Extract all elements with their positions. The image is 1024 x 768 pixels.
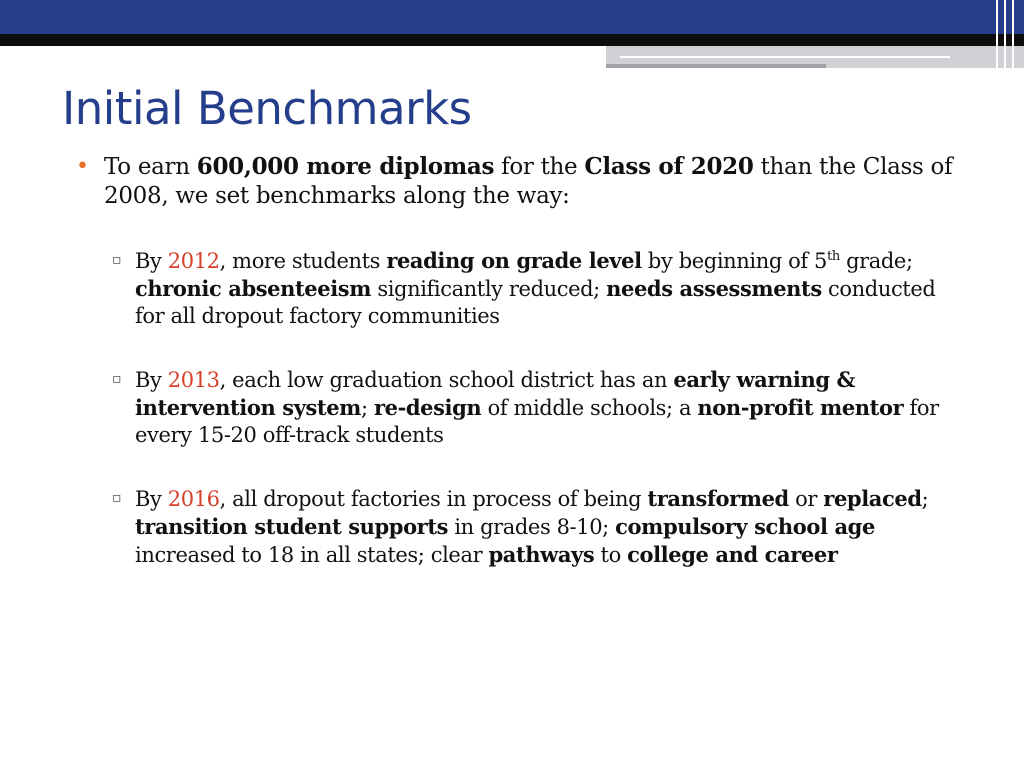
- text: in grades 8-10;: [448, 515, 616, 539]
- emphasis: transition student supports: [135, 514, 449, 539]
- emphasis: non-profit mentor: [697, 395, 904, 420]
- sub-bullet-2012: [76, 247, 950, 330]
- text: , all dropout factories in process of being: [219, 487, 648, 511]
- top-band: [0, 0, 1024, 34]
- emphasis: Class of 2020: [584, 153, 754, 180]
- text: increased to 18 in all states; clear: [135, 543, 489, 567]
- header-decoration-line: [620, 56, 950, 58]
- main-bullet: [76, 152, 976, 211]
- sub-bullet-icon: ▫: [112, 252, 122, 268]
- text: , each low graduation school district has an: [219, 368, 674, 392]
- text: of middle schools; a: [481, 396, 698, 420]
- text: By: [135, 368, 168, 392]
- header-stripes: [992, 0, 1024, 70]
- emphasis: college and career: [627, 542, 838, 567]
- header-decoration-line: [606, 64, 826, 68]
- sub-bullet-2013: [76, 366, 950, 449]
- slide-content: [76, 152, 976, 605]
- text: ;: [921, 487, 929, 511]
- emphasis: replaced: [823, 486, 922, 511]
- superscript: th: [827, 249, 840, 264]
- sub-bullet-2016: [76, 485, 950, 569]
- emphasis: re-design: [373, 395, 482, 420]
- text: by beginning of 5: [641, 249, 828, 273]
- text: than the Class of 2008, we set benchmarks along the way:: [104, 154, 953, 209]
- emphasis: reading on grade level: [386, 248, 642, 273]
- text: significantly reduced;: [371, 277, 607, 301]
- emphasis: 600,000 more diplomas: [196, 153, 495, 180]
- text: To earn: [104, 154, 197, 180]
- year-label: 2012: [167, 249, 220, 273]
- emphasis: needs assessments: [606, 276, 822, 301]
- text: , more students: [219, 249, 387, 273]
- year-label: 2013: [167, 368, 220, 392]
- text: ;: [361, 396, 374, 420]
- text: conducted for all dropout factory communities: [135, 277, 936, 328]
- text: for every 15-20 off-track students: [135, 396, 939, 447]
- text: or: [788, 487, 824, 511]
- sub-bullet-icon: ▫: [112, 371, 122, 387]
- emphasis: compulsory school age: [615, 514, 875, 539]
- sub-bullet-list: [76, 247, 976, 569]
- text: to: [594, 543, 628, 567]
- text: By: [135, 487, 168, 511]
- header-black-bar: [0, 34, 1024, 46]
- emphasis: early warning & intervention system: [135, 367, 856, 420]
- year-label: 2016: [167, 487, 220, 511]
- text: grade;: [839, 249, 913, 273]
- emphasis: pathways: [488, 542, 595, 567]
- emphasis: chronic absenteeism: [135, 276, 372, 301]
- slide-title: Initial Benchmarks: [62, 82, 472, 135]
- sub-bullet-icon: ▫: [112, 490, 122, 506]
- bullet-icon: •: [76, 154, 89, 179]
- text: for the: [494, 154, 585, 180]
- text: By: [135, 249, 168, 273]
- emphasis: transformed: [647, 486, 789, 511]
